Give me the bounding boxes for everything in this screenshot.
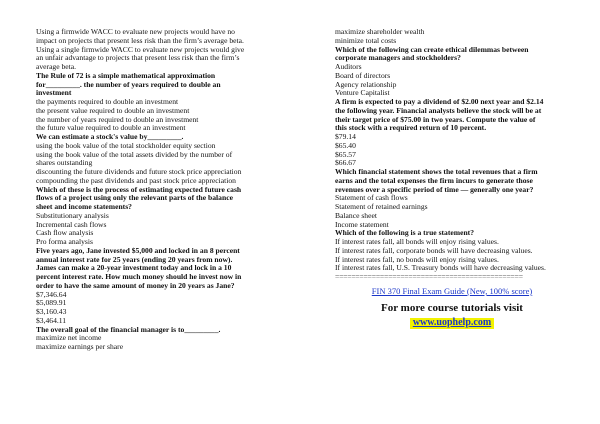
answer-text-line: the payments required to double an investment xyxy=(36,97,179,106)
question-text-line: percent interest rate. How much money should he invest now in xyxy=(36,272,242,281)
answer-text-line: $7,346.64 xyxy=(36,289,67,299)
answer-text-line: average beta. xyxy=(36,62,77,71)
question-text-line: investment xyxy=(36,88,72,98)
answer-text-line: the present value required to double an investment xyxy=(36,105,190,115)
question-text-line: We can estimate a stock's value by_________. xyxy=(36,132,184,141)
right-text-lines xyxy=(335,28,569,273)
answer-text-line: Substitutionary analysis xyxy=(36,210,109,220)
answer-text-line: If interest rates fall, all bonds will enjoy rising values. xyxy=(335,237,499,246)
question-text-line: for_________. the number of years required to double an xyxy=(36,79,221,89)
answer-text-line: maximize net income xyxy=(36,333,102,343)
right-text-column xyxy=(335,28,569,329)
answer-text-line: Balance sheet xyxy=(335,210,377,220)
question-text-line: Which financial statement shows the total revenues that a firm xyxy=(335,167,538,176)
answer-text-line: Using a firmwide WACC to evaluate new projects would have no xyxy=(36,27,235,36)
answer-text-line: $66.67 xyxy=(335,158,356,168)
answer-text-line: Venture Capitalist xyxy=(335,88,390,98)
answer-text-line: $3,464.11 xyxy=(36,315,67,325)
answer-text-line: $65.40 xyxy=(335,140,356,150)
exam-guide-link[interactable]: FIN 370 Final Exam Guide (New, 100% score) xyxy=(371,285,533,296)
answer-text-line: using the book value of the total assets divided by the number of xyxy=(36,149,233,159)
answer-text-line: $79.14 xyxy=(335,132,356,141)
question-text-line: revenues over a specific period of time — generally one year? xyxy=(335,184,534,194)
question-text-line: James can make a 20-year investment today and lock in a 10 xyxy=(36,263,232,273)
answer-text-line: impact on projects that present less risk than the firm’s average beta. xyxy=(36,35,244,45)
answer-text-line: If interest rates fall, no bonds will enjoy rising values. xyxy=(335,254,499,264)
answer-text-line: maximize shareholder wealth xyxy=(335,27,425,36)
left-text-column xyxy=(36,28,282,352)
question-text-line: flows of a project using only the relevant parts of the balance xyxy=(36,193,233,203)
answer-text-line: $5,089.91 xyxy=(36,298,67,308)
answer-text-line: $3,160.43 xyxy=(36,307,67,316)
question-text-line: The Rule of 72 is a simple mathematical approximation xyxy=(36,70,216,80)
answer-text-line: Income statement xyxy=(335,219,389,229)
answer-text-line: discounting the future dividends and future stock price appreciation xyxy=(36,167,242,176)
answer-text-line: compounding the past dividends and past stock price appreciation xyxy=(36,175,236,185)
answer-text-line: Statement of cash flows xyxy=(335,193,408,203)
answer-text-line: Incremental cash flows xyxy=(36,219,107,229)
answer-text-line: $65.57 xyxy=(335,149,356,159)
answer-text-line: shares outstanding xyxy=(36,158,93,168)
answer-text-line: maximize earnings per share xyxy=(36,342,124,351)
separator-line: ============================================== xyxy=(335,272,523,281)
tutorials-text: For more course tutorials visit xyxy=(381,301,523,314)
question-text-line: the following year. Financial analysts believe the stock will be at xyxy=(335,105,542,115)
answer-text-line: Board of directors xyxy=(335,70,391,80)
question-text-line: corporate managers and stockholders? xyxy=(335,53,461,63)
question-text-line: annual interest rate for 25 years (ending 20 years from now). xyxy=(36,254,233,264)
question-text-line: The overall goal of the financial manager is to_________. xyxy=(36,324,221,334)
question-text-line: Which of the following is a true statement? xyxy=(335,228,474,238)
question-text-line: order to have the same amount of money in 20 years as Jane? xyxy=(36,280,235,290)
answer-text-line: Using a single firmwide WACC to evaluate new projects would give xyxy=(36,44,245,54)
question-text-line: this stock with a required return of 10 percent. xyxy=(335,123,487,133)
answer-text-line: the future value required to double an investment xyxy=(36,123,186,133)
answer-text-line: minimize total costs xyxy=(335,35,397,45)
answer-text-line: the number of years required to double an investment xyxy=(36,114,199,124)
answer-text-line: If interest rates fall, corporate bonds will have decreasing values. xyxy=(335,245,533,255)
question-text-line: earns and the total expenses the firm incurs to generate those xyxy=(335,175,533,185)
question-text-line: their target price of $75.00 in two years. Compute the value of xyxy=(335,114,536,124)
answer-text-line: Auditors xyxy=(335,62,362,71)
question-text-line: Five years ago, Jane invested $5,000 and locked in an 8 percent xyxy=(36,245,240,255)
answer-text-line: Statement of retained earnings xyxy=(335,202,428,211)
question-text-line: Which of these is the process of estimating expected future cash xyxy=(36,184,242,194)
answer-text-line: If interest rates fall, U.S. Treasury bonds will have decreasing values. xyxy=(335,263,546,273)
answer-text-line: Pro forma analysis xyxy=(36,237,93,246)
question-text-line: sheet and income statements? xyxy=(36,202,132,211)
answer-text-line: an unfair advantage to projects that present less risk than the firm’s xyxy=(36,53,240,63)
question-text-line: A firm is expected to pay a dividend of $2.00 next year and $2.14 xyxy=(335,97,544,106)
question-text-line: Which of the following can create ethical dilemmas between xyxy=(335,44,529,54)
site-link[interactable]: www.uophelp.com xyxy=(410,318,494,329)
answer-text-line: using the book value of the total stockholder equity section xyxy=(36,140,216,150)
answer-text-line: Cash flow analysis xyxy=(36,228,94,238)
answer-text-line: Agency relationship xyxy=(335,79,397,89)
